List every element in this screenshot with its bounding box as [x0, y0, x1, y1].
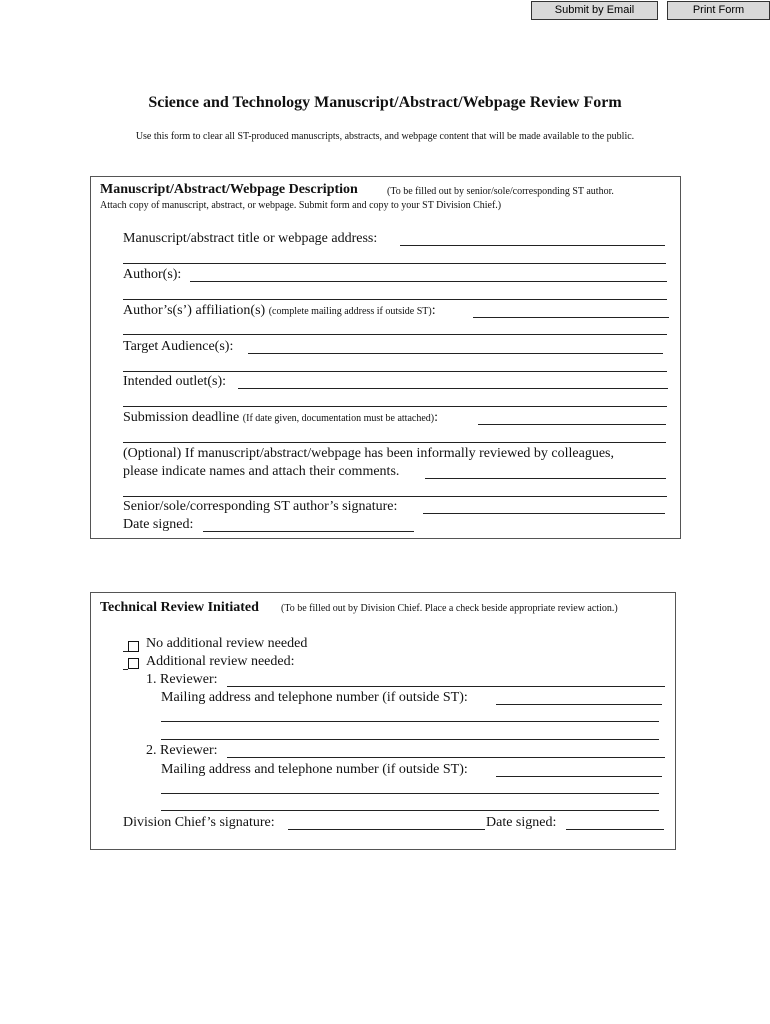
affiliation-colon: : — [431, 303, 436, 318]
reviewer2-mailing-line2[interactable] — [161, 793, 659, 794]
reviewer1-mailing-field[interactable] — [496, 704, 662, 705]
affiliation-note: (complete mailing address if outside ST) — [268, 306, 432, 317]
audience-field[interactable] — [248, 353, 663, 354]
deadline-colon: : — [434, 410, 438, 425]
audience-label: Target Audience(s): — [123, 339, 234, 354]
date-signed-label: Date signed: — [123, 517, 194, 532]
outlet-field[interactable] — [238, 388, 668, 389]
checkbox-underline — [123, 669, 128, 670]
deadline-note: (If date given, documentation must be attached) — [242, 413, 435, 424]
authors-label: Author(s): — [123, 267, 182, 282]
authors-field[interactable] — [190, 281, 667, 282]
no-review-checkbox[interactable] — [128, 641, 139, 652]
deadline-field[interactable] — [478, 424, 666, 425]
reviewer1-mailing-label: Mailing address and telephone number (if outside ST): — [161, 690, 468, 705]
page-title: Science and Technology Manuscript/Abstract/Webpage Review Form — [148, 94, 622, 111]
chief-signature-field[interactable] — [288, 829, 485, 830]
reviewer1-mailing-line3[interactable] — [161, 739, 659, 740]
audience-field-line2[interactable] — [123, 371, 667, 372]
technical-review-heading: Technical Review Initiated — [100, 600, 259, 615]
description-heading: Manuscript/Abstract/Webpage Description — [100, 182, 358, 197]
title-field[interactable] — [400, 245, 665, 246]
deadline-label-row — [123, 410, 438, 426]
author-signature-label: Senior/sole/corresponding ST author’s signature: — [123, 499, 398, 514]
affiliation-label-row — [123, 303, 436, 319]
optional-text-line1: (Optional) If manuscript/abstract/webpage has been informally reviewed by colleagues, — [123, 446, 614, 461]
description-note-line1: (To be filled out by senior/sole/corresponding ST author. — [387, 186, 614, 197]
reviewer2-label: 2. Reviewer: — [146, 743, 218, 758]
reviewer2-mailing-line3[interactable] — [161, 810, 659, 811]
reviewer2-field[interactable] — [227, 757, 665, 758]
authors-field-line2[interactable] — [123, 299, 667, 300]
no-review-label: No additional review needed — [146, 636, 308, 651]
author-signature-field[interactable] — [423, 513, 665, 514]
reviewer1-label: 1. Reviewer: — [146, 672, 218, 687]
reviewer1-field[interactable] — [227, 686, 665, 687]
intro-text: Use this form to clear all ST-produced manuscripts, abstracts, and webpage content that will be made available to the public. — [135, 131, 635, 142]
chief-date-field[interactable] — [566, 829, 664, 830]
affiliation-label: Author’s(s’) affiliation(s) — [123, 303, 266, 318]
additional-review-label: Additional review needed: — [146, 654, 295, 669]
chief-signature-label: Division Chief’s signature: — [123, 815, 275, 830]
additional-review-checkbox[interactable] — [128, 658, 139, 669]
colleagues-field-line2[interactable] — [123, 496, 667, 497]
technical-review-note: (To be filled out by Division Chief. Place a check beside appropriate review action.) — [281, 603, 618, 614]
deadline-label: Submission deadline — [123, 410, 240, 425]
print-form-button[interactable]: Print Form — [667, 1, 770, 20]
submit-by-email-button[interactable]: Submit by Email — [531, 1, 658, 20]
reviewer1-mailing-line2[interactable] — [161, 721, 659, 722]
title-field-line2[interactable] — [123, 263, 666, 264]
date-signed-field[interactable] — [203, 531, 414, 532]
affiliation-field-line2[interactable] — [123, 334, 667, 335]
deadline-field-line2[interactable] — [123, 442, 666, 443]
outlet-field-line2[interactable] — [123, 406, 667, 407]
title-label: Manuscript/abstract title or webpage address: — [123, 231, 378, 246]
affiliation-field[interactable] — [473, 317, 669, 318]
outlet-label: Intended outlet(s): — [123, 374, 227, 389]
chief-date-label: Date signed: — [486, 815, 557, 830]
description-note-line2: Attach copy of manuscript, abstract, or webpage. Submit form and copy to your ST Division Chief.) — [100, 200, 502, 211]
colleagues-field[interactable] — [425, 478, 666, 479]
reviewer2-mailing-field[interactable] — [496, 776, 662, 777]
reviewer2-mailing-label: Mailing address and telephone number (if outside ST): — [161, 762, 468, 777]
optional-text-line2: please indicate names and attach their comments. — [123, 464, 400, 479]
